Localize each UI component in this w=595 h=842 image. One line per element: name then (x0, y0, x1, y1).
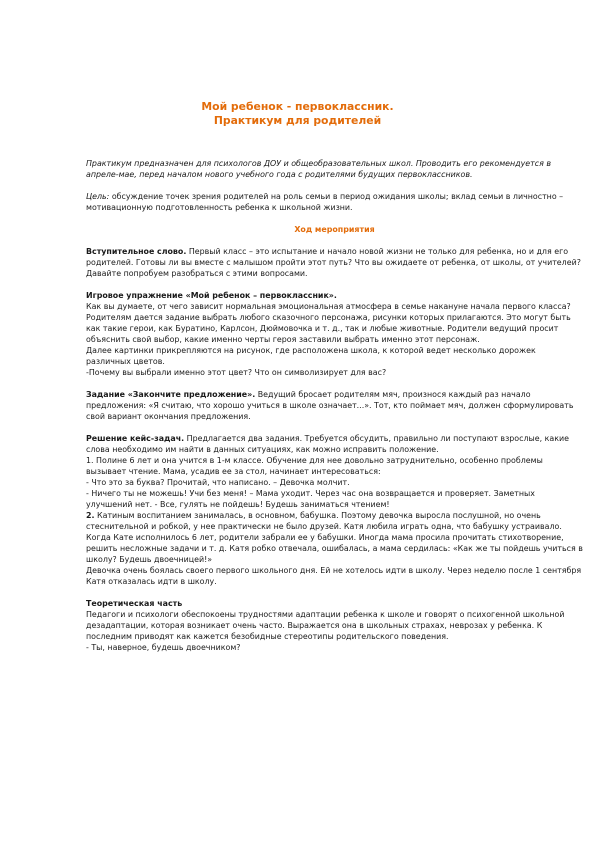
event-heading: Ход мероприятия (294, 225, 375, 234)
case-2-text: Катиным воспитанием занималась, в основном, бабушка. Поэтому девочка выросла послушной, но очень стеснительной и робкой, у нее практически не было друзей. Катя любила играть одна, что бабушку устраивало. (86, 511, 562, 531)
finish-label: Задание «Закончите предложение». (86, 390, 256, 399)
game-line: -Почему вы выбрали именно этот цвет? Что он символизирует для вас? (86, 368, 387, 377)
cases-text: Предлагается два задания. Требуется обсудить, правильно ли поступают взрослые, какие слова необходимо им найти в данных ситуациях, как можно исправить положение. (86, 434, 569, 454)
document-body (86, 158, 583, 653)
theory-heading: Теоретическая часть (86, 599, 183, 608)
theory-line: - Ты, наверное, будешь двоечником? (86, 643, 241, 652)
game-heading: Игровое упражнение «Мой ребенок – первоклассник». (86, 291, 337, 300)
theory-line: Педагоги и психологи обеспокоены трудностями адаптации ребенка к школе и говорят о психогенной школьной дезадаптации, которая возникает очень часто. Выражается она в школьных страхах, неврозах у ребенка. К последним приводят как кажется безобидные стереотипы родительского поведения. (86, 610, 565, 641)
finish-text: Ведущий бросает родителям мяч, произнося каждый раз начало предложения: «Я считаю, что хорошо учиться в школе означает...». Тот, кто поймает мяч, должен сформулировать свой вариант окончания предложения. (86, 390, 574, 421)
case-line: 1. Полине 6 лет и она учится в 1-м классе. Обучение для нее довольно затруднительно, особенно проблемы вызывает чтение. Мама, усадив ее за стол, начинает интересоваться: (86, 456, 543, 476)
case-line: Девочка очень боялась своего первого школьного дня. Ей не хотелось идти в школу. Через неделю после 1 сентября Катя отказалась идти в школу. (86, 566, 582, 586)
goal-label: Цель: (86, 192, 110, 201)
case-line: - Что это за буква? Прочитай, что написано. – Девочка молчит. (86, 478, 350, 487)
case-line: - Ничего ты не можешь! Учи без меня! – Мама уходит. Через час она возвращается и проверяет. Заметных улучшений нет. - Все, гулять не пойдешь! Будешь заниматься чтением! (86, 489, 535, 509)
case-2-paragraph (86, 510, 583, 532)
goal-text: обсуждение точек зрения родителей на роль семьи в период ожидания школы; вклад семьи в личностно – мотивационную подготовленность ребенка к школьной жизни. (86, 192, 564, 212)
opening-paragraph (86, 246, 583, 279)
finish-paragraph (86, 389, 583, 422)
game-line: Родителям дается задание выбрать любого сказочного персонажа, рисунки которых прилагаются. Это могут быть как такие герои, как Буратино, Карлсон, Дюймовочка и т. д., так и любые животные. Родители ведущий просит объяснить свой выбор, какие именно черты героя заставили выбрать именно этот персонаж. (86, 313, 571, 344)
game-line: Как вы думаете, от чего зависит нормальная эмоциональная атмосфера в семье накануне начала первого класса? (86, 302, 571, 311)
opening-text: Первый класс – это испытание и начало новой жизни не только для ребенка, но и для его родителей. Готовы ли вы вместе с малышом пройти этот путь? Что вы ожидаете от ребенка, от школы, от учителей? Давайте попробуем разобраться с этими вопросами. (86, 247, 581, 278)
cases-label: Решение кейс-задач. (86, 434, 185, 443)
game-line: Далее картинки прикрепляются на рисунок, где расположена школа, к которой ведет несколько дорожек различных цветов. (86, 346, 536, 366)
title-line-2: Практикум для родителей (213, 114, 382, 127)
title-line-1: Мой ребенок - первоклассник. (201, 100, 394, 113)
goal-paragraph (86, 191, 583, 213)
document-title (86, 100, 509, 128)
case-line: Когда Кате исполнилось 6 лет, родители забрали ее у бабушки. Иногда мама просила прочитать стихотворение, решить несложные задачи и т. д. Катя робко отвечала, ошибалась, а мама сердилась: «Как же ты пойдешь учиться в школу? Будешь двоечницей!» (86, 533, 583, 564)
opening-label: Вступительное слово. (86, 247, 187, 256)
cases-paragraph (86, 433, 583, 455)
intro-paragraph: Практикум предназначен для психологов ДОУ и общеобразовательных школ. Проводить его рекомендуется в апреле-мае, перед началом нового учебного года с родителями будущих первоклассников. (86, 159, 551, 179)
case-2-number: 2. (86, 511, 95, 520)
